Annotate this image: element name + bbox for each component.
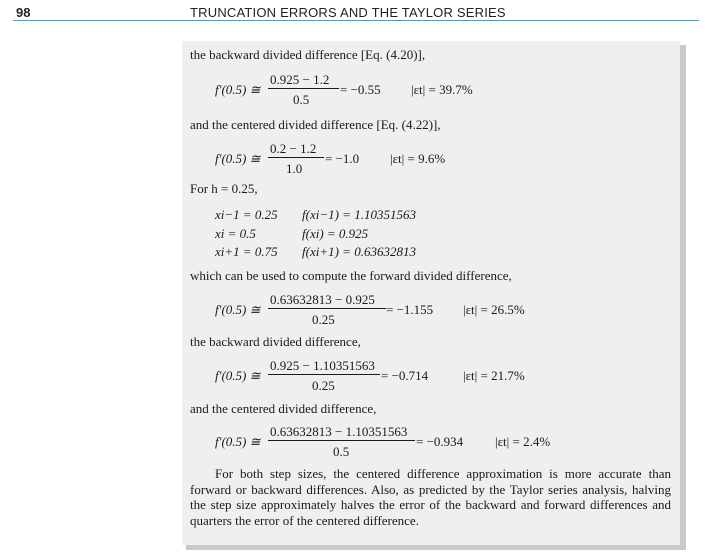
eq-lhs: f′(0.5) ≅ <box>215 434 261 449</box>
fraction-bar <box>268 157 324 158</box>
fraction-bar <box>268 308 386 309</box>
eq-numerator: 0.925 − 1.10351563 <box>270 358 375 373</box>
centered-intro-h025: and the centered divided difference, <box>190 401 377 416</box>
eq-lhs: f′(0.5) ≅ <box>215 302 261 317</box>
f-value: f(xi−1) = 1.10351563 <box>302 207 416 222</box>
eq-denominator: 0.5 <box>333 444 350 459</box>
eq-result: = −1.0 <box>325 151 360 166</box>
eq-denominator: 1.0 <box>286 161 303 176</box>
eq-lhs: f′(0.5) ≅ <box>215 82 261 97</box>
eq-error: |εt| = 2.4% <box>495 434 551 449</box>
eq-numerator: 0.925 − 1.2 <box>270 72 330 87</box>
eq-numerator: 0.63632813 − 1.10351563 <box>270 424 408 439</box>
eq-denominator: 0.5 <box>293 92 310 107</box>
eq-result: = −0.714 <box>381 368 429 383</box>
eq-result: = −1.155 <box>386 302 434 317</box>
eq-error: |εt| = 39.7% <box>411 82 473 97</box>
backward-intro-h05: the backward divided difference [Eq. (4.20)], <box>190 47 426 62</box>
eq-error: |εt| = 21.7% <box>463 368 525 383</box>
fraction-bar <box>268 440 415 441</box>
fraction-bar <box>268 88 339 89</box>
x-value: xi−1 = 0.25 <box>215 207 278 222</box>
page-number: 98 <box>16 5 31 20</box>
eq-numerator: 0.2 − 1.2 <box>270 141 317 156</box>
f-value: f(xi+1) = 0.63632813 <box>302 244 416 259</box>
x-value: xi = 0.5 <box>215 226 256 241</box>
h025-intro: For h = 0.25, <box>190 181 258 196</box>
header-rule <box>13 20 699 21</box>
eq-error: |εt| = 26.5% <box>463 302 525 317</box>
x-value: xi+1 = 0.75 <box>215 244 278 259</box>
conclusion-paragraph: For both step sizes, the centered difference approximation is more accurate than forward or backward differences. Also, as predicted by the Taylor series analysis, halving the step size approximately halves the error of the backward and forward differences and quarters the error of the centered difference. <box>190 466 671 528</box>
eq-denominator: 0.25 <box>312 378 335 393</box>
eq-error: |εt| = 9.6% <box>390 151 446 166</box>
centered-intro-h05: and the centered divided difference [Eq. (4.22)], <box>190 117 441 132</box>
eq-lhs: f′(0.5) ≅ <box>215 151 261 166</box>
eq-lhs: f′(0.5) ≅ <box>215 368 261 383</box>
eq-denominator: 0.25 <box>312 312 335 327</box>
f-value: f(xi) = 0.925 <box>302 226 369 241</box>
forward-intro-h025: which can be used to compute the forward divided difference, <box>190 268 512 283</box>
eq-result: = −0.55 <box>340 82 381 97</box>
fraction-bar <box>268 374 380 375</box>
running-header: TRUNCATION ERRORS AND THE TAYLOR SERIES <box>190 5 506 20</box>
backward-intro-h025: the backward divided difference, <box>190 334 361 349</box>
eq-result: = −0.934 <box>416 434 464 449</box>
eq-numerator: 0.63632813 − 0.925 <box>270 292 375 307</box>
